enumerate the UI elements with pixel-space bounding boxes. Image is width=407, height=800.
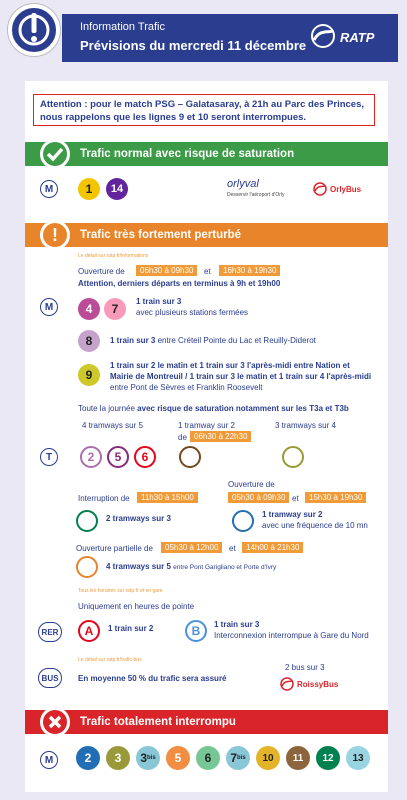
- partial-open-time-1: 05h30 à 12h00: [161, 542, 222, 553]
- metro-line-number: 7: [230, 751, 237, 765]
- metro-line-11[interactable]: [286, 746, 310, 770]
- tram-3b-freq: 2 tramways sur 3: [106, 514, 171, 523]
- tram-1-freq: 1 tramway sur 2: [262, 510, 323, 519]
- metro-line-6[interactable]: [196, 746, 220, 770]
- open2-and: et: [292, 494, 299, 503]
- tram-line-5[interactable]: 5: [107, 446, 129, 468]
- section-disrupted-band: [25, 223, 388, 247]
- tram-group-c-freq: 3 tramways sur 4: [275, 421, 336, 430]
- metro-warning: Attention, derniers départs en terminus à 9h et 19h00: [78, 279, 281, 288]
- metro-line-number: 11: [292, 752, 304, 764]
- metro-line-suffix: bis: [147, 755, 156, 761]
- open2-time-1: 05h30 à 09h30: [228, 492, 289, 503]
- header-subtitle: Information Trafic: [80, 21, 165, 33]
- metro-line-number: 13: [352, 752, 364, 764]
- roissybus-icon: [279, 677, 295, 691]
- metro-open-time-1: 06h30 à 09h30: [136, 265, 197, 276]
- metro-mode-icon-3: M: [40, 751, 58, 769]
- metro-line-1[interactable]: 1: [78, 178, 100, 200]
- section-disrupted-title: Trafic très fortement perturbé: [80, 229, 242, 241]
- metro-line-number: 10: [262, 752, 274, 764]
- tram-line-7[interactable]: [179, 446, 201, 468]
- metro-line-number: 12: [322, 752, 334, 764]
- bus-left-note: En moyenne 50 % du trafic sera assuré: [78, 674, 227, 683]
- source-bus-link[interactable]: Le détail sur ratp.fr/trafic-bus: [78, 657, 142, 663]
- tram-line-6[interactable]: 6: [134, 446, 156, 468]
- tram-mode-icon: T: [40, 448, 58, 466]
- tram-3a-freq: 4 tramways sur 5: [106, 562, 171, 571]
- metro-line-number: 6: [204, 751, 212, 765]
- interruption-label: Interruption de: [78, 494, 130, 503]
- metro-open-and: et: [204, 267, 211, 276]
- metro-mode-icon: M: [40, 180, 58, 198]
- orlybus-icon: [312, 182, 328, 196]
- rer-b-freq: 1 train sur 3: [214, 620, 260, 629]
- metro-line-10[interactable]: [256, 746, 280, 770]
- orlybus-label: OrlyBus: [330, 185, 362, 194]
- partial-open-and: et: [229, 544, 236, 553]
- ratp-logo-icon: [310, 23, 336, 49]
- metro-line-13[interactable]: [346, 746, 370, 770]
- tram-group-b-time: 06h30 à 22h30: [190, 431, 251, 442]
- metro-open-time-2: 16h30 à 19h30: [219, 265, 280, 276]
- metro-line-suffix: bis: [237, 755, 246, 761]
- rer-mode-icon: RER: [38, 622, 62, 642]
- tram-line-8[interactable]: [282, 446, 304, 468]
- metro-line-9[interactable]: 9: [78, 364, 100, 386]
- line-4-7-freq: 1 train sur 3: [136, 297, 182, 306]
- metro-line-number: 3: [140, 751, 147, 765]
- metro-line-7[interactable]: 7: [104, 298, 126, 320]
- tram-3a-note: entre Pont Garigliano et Porte d'Ivry: [173, 564, 277, 571]
- check-icon: [40, 139, 70, 169]
- tram-title-1: Toute la journée: [78, 404, 135, 413]
- metro-line-2[interactable]: [76, 746, 100, 770]
- metro-mode-icon-2: M: [40, 298, 58, 316]
- metro-line-number: 3: [114, 751, 122, 765]
- metro-line-7bis[interactable]: [226, 746, 250, 770]
- source-rer-link[interactable]: Tous les horaires sur ratp.fr et en gare: [78, 588, 163, 594]
- tram-line-3a[interactable]: [76, 556, 98, 578]
- tram-1-note: avec une fréquence de 10 mn: [262, 521, 368, 530]
- line-8-note: entre Créteil Pointe du Lac et Reuilly-Diderot: [157, 336, 316, 345]
- orlyval-subtitle: Desservir l'aéroport d'Orly: [227, 192, 285, 198]
- metro-line-number: 5: [174, 751, 182, 765]
- section-interrupted-title: Trafic totalement interrompu: [80, 716, 236, 728]
- roissybus-label: RoissyBus: [297, 680, 339, 689]
- tram-group-b-from: de: [178, 433, 187, 442]
- line-8-freq: 1 train sur 3: [110, 336, 156, 345]
- metro-line-4[interactable]: 4: [78, 298, 100, 320]
- interruption-time: 11h30 à 15h00: [137, 492, 198, 503]
- bus-mode-icon: BUS: [38, 668, 62, 688]
- metro-line-5[interactable]: [166, 746, 190, 770]
- interrupted-lines: [76, 746, 382, 772]
- open2-label: Ouverture de: [228, 480, 275, 489]
- line-4-7-note: avec plusieurs stations fermées: [136, 308, 249, 317]
- metro-line-3bis[interactable]: [136, 746, 160, 770]
- rer-line-a[interactable]: A: [78, 620, 100, 642]
- partial-open-label: Ouverture partielle de: [76, 544, 153, 553]
- line-9-text-2: Mairie de Montreuil / 1 train sur 3 le matin et 1 train sur 4 l'après-midi: [110, 372, 372, 381]
- line-9-text-3: entre Pont de Sèvres et Franklin Roosevelt: [110, 383, 263, 392]
- partial-open-time-2: 14h00 à 21h30: [242, 542, 303, 553]
- notice-box: Attention : pour le match PSG – Galatasaray, à 21h au Parc des Princes, nous rappelons que les lignes 9 et 10 seront interrompues.: [33, 94, 375, 126]
- source-info-link[interactable]: Le détail sur ratp.fr/informations: [78, 253, 149, 259]
- metro-line-8[interactable]: 8: [78, 330, 100, 352]
- tram-group-a-freq: 4 tramways sur 5: [82, 421, 143, 430]
- section-normal-title: Trafic normal avec risque de saturation: [80, 148, 295, 160]
- section-interrupted-band: [25, 710, 388, 734]
- bus-right-freq: 2 bus sur 3: [285, 663, 325, 672]
- metro-line-12[interactable]: [316, 746, 340, 770]
- tram-group-b-freq: 1 tramway sur 2: [178, 421, 235, 430]
- header-title: Prévisions du mercredi 11 décembre: [80, 38, 307, 53]
- metro-open-label: Ouverture de: [78, 267, 125, 276]
- metro-line-3[interactable]: [106, 746, 130, 770]
- metro-line-number: 2: [84, 751, 92, 765]
- tram-line-1[interactable]: [232, 510, 254, 532]
- rer-peak-note: Uniquement en heures de pointe: [78, 602, 195, 611]
- ratp-info-logo: [8, 4, 60, 56]
- line-9-text-1: 1 train sur 2 le matin et 1 train sur 3 l'après-midi entre Nation et: [110, 361, 350, 370]
- rer-b-note: Interconnexion interrompue à Gare du Nord: [214, 631, 369, 640]
- tram-line-3b[interactable]: [76, 510, 98, 532]
- rer-a-freq: 1 train sur 2: [108, 624, 154, 633]
- header-band: [62, 14, 398, 62]
- orlyval-logo: orlyval: [227, 178, 259, 190]
- metro-line-14[interactable]: 14: [106, 178, 128, 200]
- cross-icon: [40, 707, 70, 737]
- tram-line-2[interactable]: 2: [80, 446, 102, 468]
- exclamation-icon: !: [40, 220, 70, 250]
- rer-line-b[interactable]: B: [185, 620, 207, 642]
- open2-time-2: 15h30 à 19h30: [305, 492, 366, 503]
- section-normal-band: [25, 142, 388, 166]
- brand-name: RATP: [340, 30, 375, 45]
- tram-title-2: avec risque de saturation notamment sur les T3a et T3b: [137, 404, 349, 413]
